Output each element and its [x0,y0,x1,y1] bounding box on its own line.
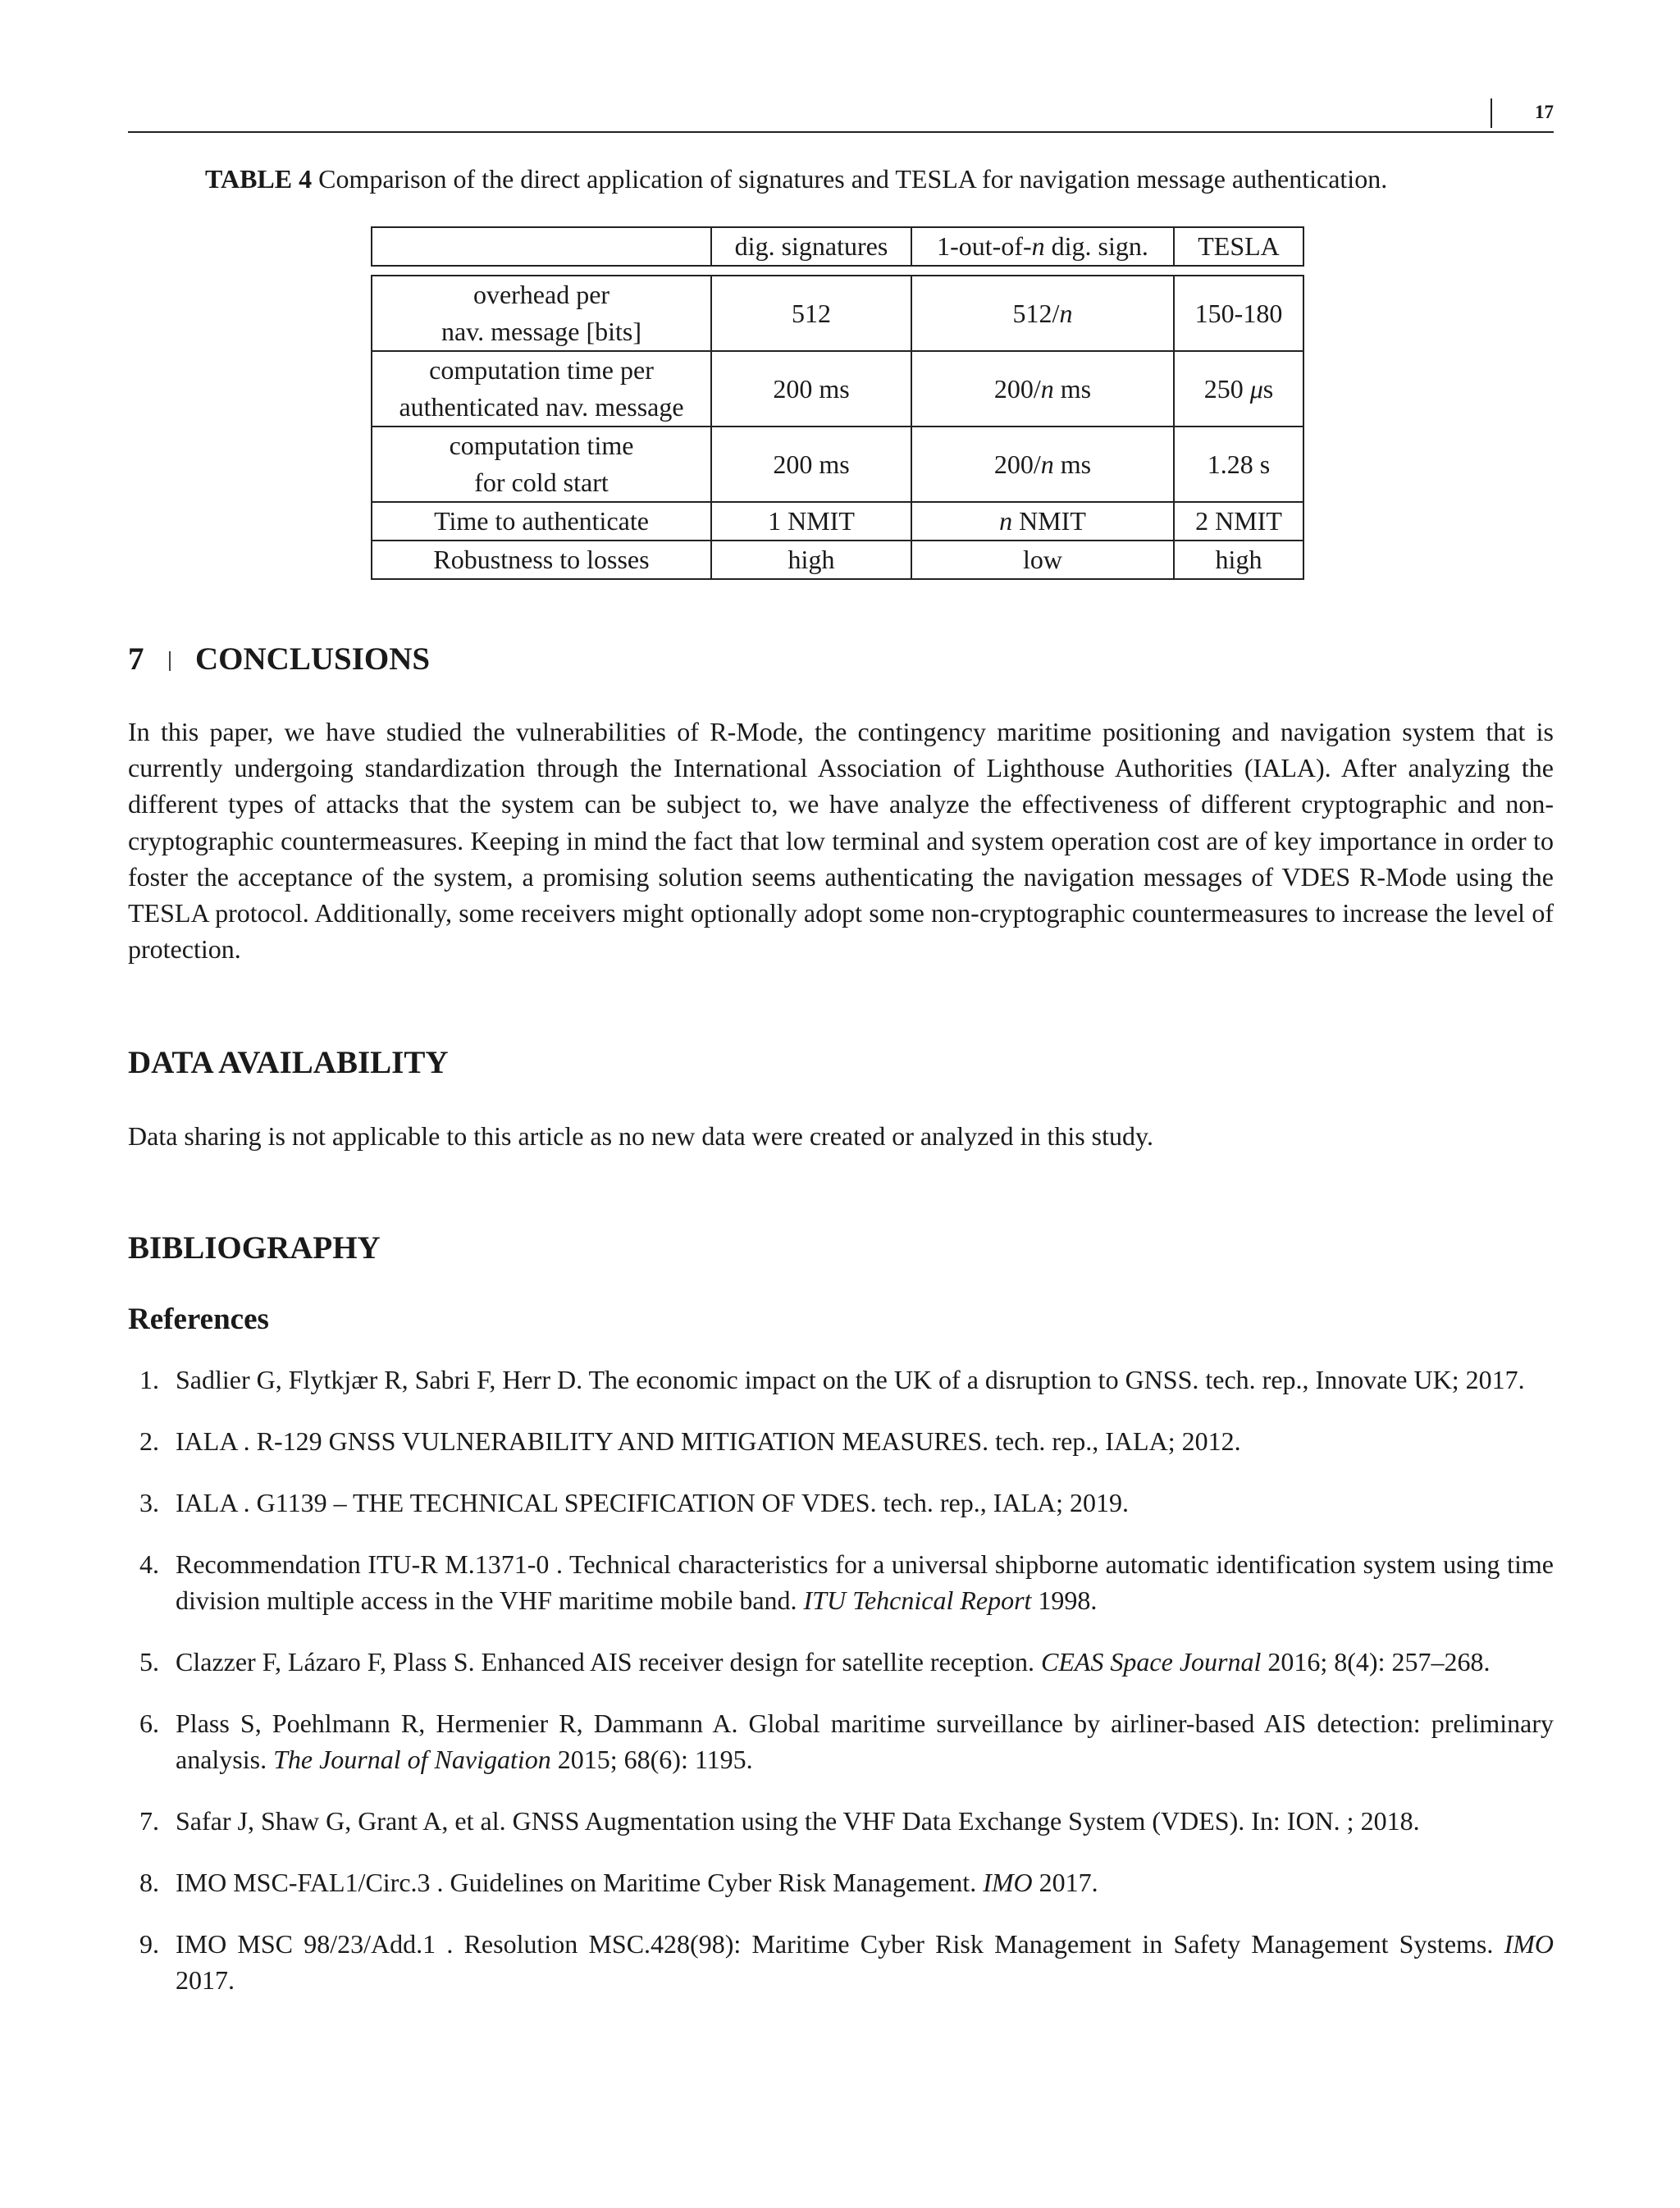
table-header-cell: dig. signatures [711,227,911,266]
table-cell: 1 NMIT [711,502,911,541]
section-heading-data-availability: DATA AVAILABILITY [128,1045,449,1080]
table-header-cell: 1-out-of-n dig. sign. [911,227,1174,266]
table-cell: 200/n ms [911,427,1174,502]
table-cell: high [1174,541,1303,579]
reference-item: 7. Safar J, Shaw G, Grant A, et al. GNSS Augmentation using the VHF Data Exchange System (VDES). In: ION. ; 2018. [139,1806,1420,1836]
section-separator [169,651,171,671]
table-row [372,276,1303,351]
reference-item: 1. Sadlier G, Flytkjær R, Sabri F, Herr D. The economic impact on the UK of a disruption to GNSS. tech. rep., Innovate UK; 2017. [139,1365,1525,1394]
section-number: 7 [128,641,144,677]
header-rule [128,131,1554,133]
table-row [372,541,1303,579]
table-cell: 200 ms [711,351,911,427]
reference-list [128,1362,1554,2023]
table-cell: 200 ms [711,427,911,502]
conclusions-paragraph: In this paper, we have studied the vulnerabilities of R-Mode, the contingency maritime positioning and navigation system that is currently undergoing standardization through the International Association of Lighthouse Authorities (IALA). After analyzing the different types of attacks that the system can be subject to, we have analyze the effectiveness of different cryptographic and non-cryptographic countermeasures. Keeping in mind the fact that low terminal and system operation cost are of key importance in order to foster the acceptance of the system, a promising solution seems authenticating the navigation messages of VDES R-Mode using the TESLA protocol. Additionally, some receivers might optionally adopt some non-cryptographic countermeasures to increase the level of protection. [128,717,1554,965]
table-row-label: overhead per nav. message [bits] [372,276,711,351]
table-gap-row [372,266,1303,276]
table-cell: low [911,541,1174,579]
table-cell: 250 μs [1174,351,1303,427]
table-caption [205,162,1600,195]
table-cell: 2 NMIT [1174,502,1303,541]
table-cell: 150-180 [1174,276,1303,351]
table-row [372,351,1303,427]
table-row-label: Robustness to losses [372,541,711,579]
table-row-label: computation time per authenticated nav. message [372,351,711,427]
table-cell: 512/n [911,276,1174,351]
table-header-cell: TESLA [1174,227,1303,266]
reference-item: 5. Clazzer F, Lázaro F, Plass S. Enhanced AIS receiver design for satellite reception. CEAS Space Journal 2016; 8(4): 257–268. [139,1647,1491,1677]
table-cell: n NMIT [911,502,1174,541]
table-cell: 200/n ms [911,351,1174,427]
data-availability-paragraph: Data sharing is not applicable to this article as no new data were created or analyzed in this study. [128,1121,1153,1151]
reference-item: 9. IMO MSC 98/23/Add.1 . Resolution MSC.428(98): Maritime Cyber Risk Management in Safety Management Systems. IMO 2017. [139,1929,1554,1995]
references-heading: References [128,1302,269,1336]
table-caption-text: Comparison of the direct application of signatures and TESLA for navigation message authentication. [318,164,1388,194]
table-row-label: computation time for cold start [372,427,711,502]
table-cell: high [711,541,911,579]
section-title: CONCLUSIONS [195,641,431,677]
table-row-label: Time to authenticate [372,502,711,541]
reference-item: 8. IMO MSC-FAL1/Circ.3 . Guidelines on Maritime Cyber Risk Management. IMO 2017. [139,1868,1098,1897]
reference-item: 6. Plass S, Poehlmann R, Hermenier R, Dammann A. Global maritime surveillance by airliner-based AIS detection: preliminary analysis. The Journal of Navigation 2015; 68(6): 1195. [139,1708,1554,1774]
header-tick [1491,98,1492,128]
table-caption-label: TABLE 4 [205,164,313,194]
table-row [372,502,1303,541]
table-header-empty [372,227,711,266]
comparison-table [371,226,1304,580]
reference-item: 4. Recommendation ITU-R M.1371-0 . Technical characteristics for a universal shipborne automatic identification system using time division multiple access in the VHF maritime mobile band. ITU Tehcnical Report 1998. [139,1549,1554,1615]
table-cell: 512 [711,276,911,351]
section-heading-bibliography: BIBLIOGRAPHY [128,1230,381,1266]
reference-item: 3. IALA . G1139 – THE TECHNICAL SPECIFICATION OF VDES. tech. rep., IALA; 2019. [139,1488,1130,1517]
reference-item: 2. IALA . R-129 GNSS VULNERABILITY AND MITIGATION MEASURES. tech. rep., IALA; 2012. [139,1426,1241,1456]
table-row [372,427,1303,502]
section-heading-conclusions [128,640,430,679]
table-header-row [372,227,1303,266]
table-cell: 1.28 s [1174,427,1303,502]
page-number: 17 [1535,102,1554,122]
